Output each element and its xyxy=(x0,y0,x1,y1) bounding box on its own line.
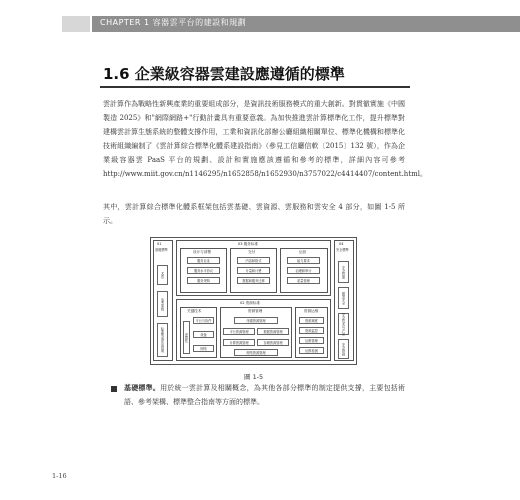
resource-management-head: 资源管理 xyxy=(248,309,263,313)
basic-item-terms: 术语 xyxy=(157,265,168,285)
standards-framework-diagram xyxy=(150,237,357,365)
resource-standards-title: 02 资源标准 xyxy=(240,301,261,305)
basic-standards-title: 基礎標準 xyxy=(155,248,168,252)
basic-item-reference-architecture: 参考架构 xyxy=(157,291,168,317)
key-tech-device: 设备 xyxy=(193,331,214,338)
basic-standards-text: 用於統一雲計算及相關概念，為其他各部分標準的制定提供支撐，主要包括術語、參考架構、標準整合指南等方面的標準。 xyxy=(124,384,406,406)
key-tech-network: 网络 xyxy=(193,345,214,352)
security-item-management: 安全管理 xyxy=(338,261,349,283)
figure-caption: 圖 1-5 xyxy=(244,373,264,381)
service-standards-title: 03 服务标准 xyxy=(238,242,259,246)
delivery-item-metering-billing: 计量和计费 xyxy=(237,267,270,274)
ops-item-scheduling: 资源调度 xyxy=(299,317,324,324)
chapter-header: CHAPTER 1 容器雲平台的建設和規劃 xyxy=(100,18,247,27)
mgmt-item-platform: 平台资源管理 xyxy=(223,328,255,335)
section-title-rule xyxy=(100,86,410,88)
delivery-item-content-format: 内容和格式 xyxy=(237,257,270,264)
ops-item-inspection: 运维检测 xyxy=(299,347,324,354)
header-accent xyxy=(62,16,90,32)
paragraph-intro: 雲計算作為戰略性新興產業的重要組成部分，是資訊技術服務模式的重大創新。對貫徹實施《中國製造 2025》和"網際網路+"行動計畫具有重要意義。為加快推進雲計算標準化工作，提升標準對建構雲計算生態系統的整體支撐作用，工業和資訊化部辦公廳組織相關單位、標準化機構和標準化技術組織編制了《雲計算綜合標準化體系建設指南》（參見工信廳信軟〔2015〕132 號），作為企業級容器雲 PaaS 平台的規劃、設計和實施應該遵循和參考的標準，詳細內容可參考 http://www.miit.gov.cn/n1146295/n1652858/n1652930/n3757022/c4414407/content.html。 xyxy=(103,100,428,178)
service-col-delivery-head: 交付 xyxy=(248,250,256,254)
operation-item-quality: 质量管理 xyxy=(287,277,320,284)
key-tech-virtualization: 虚拟化 xyxy=(183,321,190,354)
security-item-basis: 安全基础 xyxy=(338,339,349,359)
mgmt-item-terminal: 终端资源管理 xyxy=(234,317,278,324)
security-standards-num: 04 xyxy=(339,242,344,246)
mgmt-item-compute: 计算资源管理 xyxy=(223,339,255,346)
basic-standards-num: 01 xyxy=(157,242,162,246)
security-item-service: 服务安全 xyxy=(338,287,349,309)
ops-item-management: 运维管理 xyxy=(299,337,324,344)
paragraph-framework: 其中，雲計算綜合標準化體系框架包括雲基礎、雲資源、雲服務和雲安全 4 部分，如圖 1-5 所示。 xyxy=(103,203,405,225)
mgmt-item-data: 数据资源管理 xyxy=(257,328,289,335)
service-col-design-head: 设计与部署 xyxy=(193,250,211,254)
ops-item-monitoring: 资源监控 xyxy=(299,327,324,334)
mgmt-item-storage: 存储资源管理 xyxy=(257,339,289,346)
security-standards-title: 安全標準 xyxy=(336,248,349,252)
service-col-operation-head: 运营 xyxy=(299,250,307,254)
security-item-tech-products: 安全技术与产品 xyxy=(338,313,349,335)
service-item-catalog: 服务目录 xyxy=(187,257,220,264)
mgmt-item-network: 网络资源管理 xyxy=(234,349,278,356)
section-title: 1.6 企業級容器雲建設應遵循的標準 xyxy=(103,65,345,83)
basic-standards-lead: 基礎標準。 xyxy=(124,383,161,392)
bullet-marker xyxy=(111,386,117,392)
basic-item-integration-guide: 标准集成应用指南 xyxy=(157,323,168,357)
page-number: 1-16 xyxy=(52,472,67,480)
operation-item-governance-audit: 治理和审计 xyxy=(287,267,320,274)
service-item-sla: 服务水平协议 xyxy=(187,267,220,274)
delivery-item-migration: 数据和服务迁移 xyxy=(237,277,270,284)
resource-ops-head: 资源运维 xyxy=(304,309,319,313)
key-tech-platform-software: 平台与软件 xyxy=(193,317,214,324)
key-tech-head: 关键技术 xyxy=(187,309,202,313)
service-item-procurement: 服务采购 xyxy=(187,277,220,284)
paragraph-basic-standards xyxy=(124,381,405,409)
operation-item-capability: 能力要求 xyxy=(287,257,320,264)
